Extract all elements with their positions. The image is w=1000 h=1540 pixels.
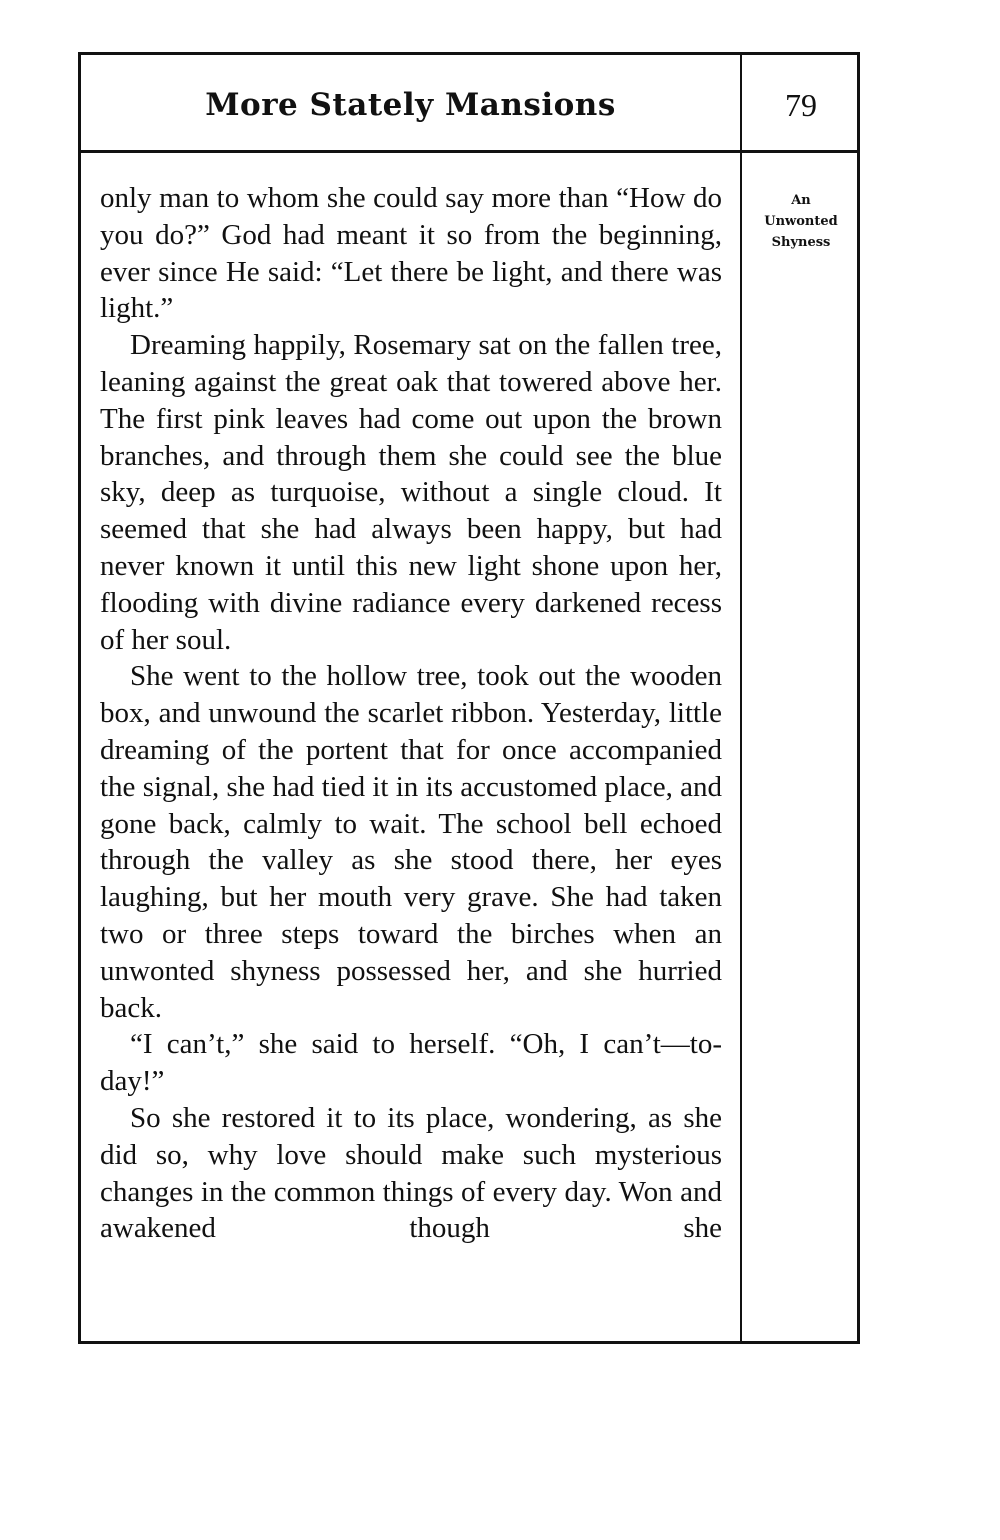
margin-column-rule bbox=[740, 55, 742, 1341]
paragraph: She went to the hollow tree, took out the wooden box, and unwound the scarlet ribbon. Yesterday, little dreaming of the portent that for once accompanied the signal, she had tied it in its accustomed place, and gone back, calmly to wait. The school bell echoed through the valley as she stood there, her eyes laughing, but her mouth very grave. She had taken two or three steps toward the birches when an unwonted shyness possessed her, and she hurried back. bbox=[100, 660, 722, 1024]
paragraph: Dreaming happily, Rosemary sat on the fallen tree, leaning against the great oak that towered above her. The first pink leaves had come out upon the brown branches, and through them she could see the blue sky, deep as turquoise, without a single cloud. It seemed that she had always been happy, but had never known it until this new light shone upon her, flooding with divine radiance every darkened recess of her soul. bbox=[100, 329, 722, 656]
paragraph: “I can’t,” she said to herself. “Oh, I can’t—to-day!” bbox=[100, 1028, 722, 1098]
paragraph: So she restored it to its place, wondering, as she did so, why love should make such mysterious changes in the common things of every day. Won and awakened though she bbox=[100, 1101, 722, 1245]
paragraph: only man to whom she could say more than “How do you do?” God had meant it so from the beginning, ever since He said: “Let there be light, and there was light.” bbox=[100, 182, 722, 325]
marginal-note bbox=[744, 190, 858, 253]
body-text bbox=[100, 180, 722, 1247]
marginal-note-line: Shyness bbox=[771, 235, 831, 250]
marginal-note-line: Unwonted bbox=[764, 214, 838, 229]
running-title: More Stately Mansions bbox=[205, 87, 616, 123]
marginal-note-line: An bbox=[791, 193, 811, 208]
page-frame bbox=[78, 52, 860, 1344]
page-number: 79 bbox=[785, 87, 817, 123]
